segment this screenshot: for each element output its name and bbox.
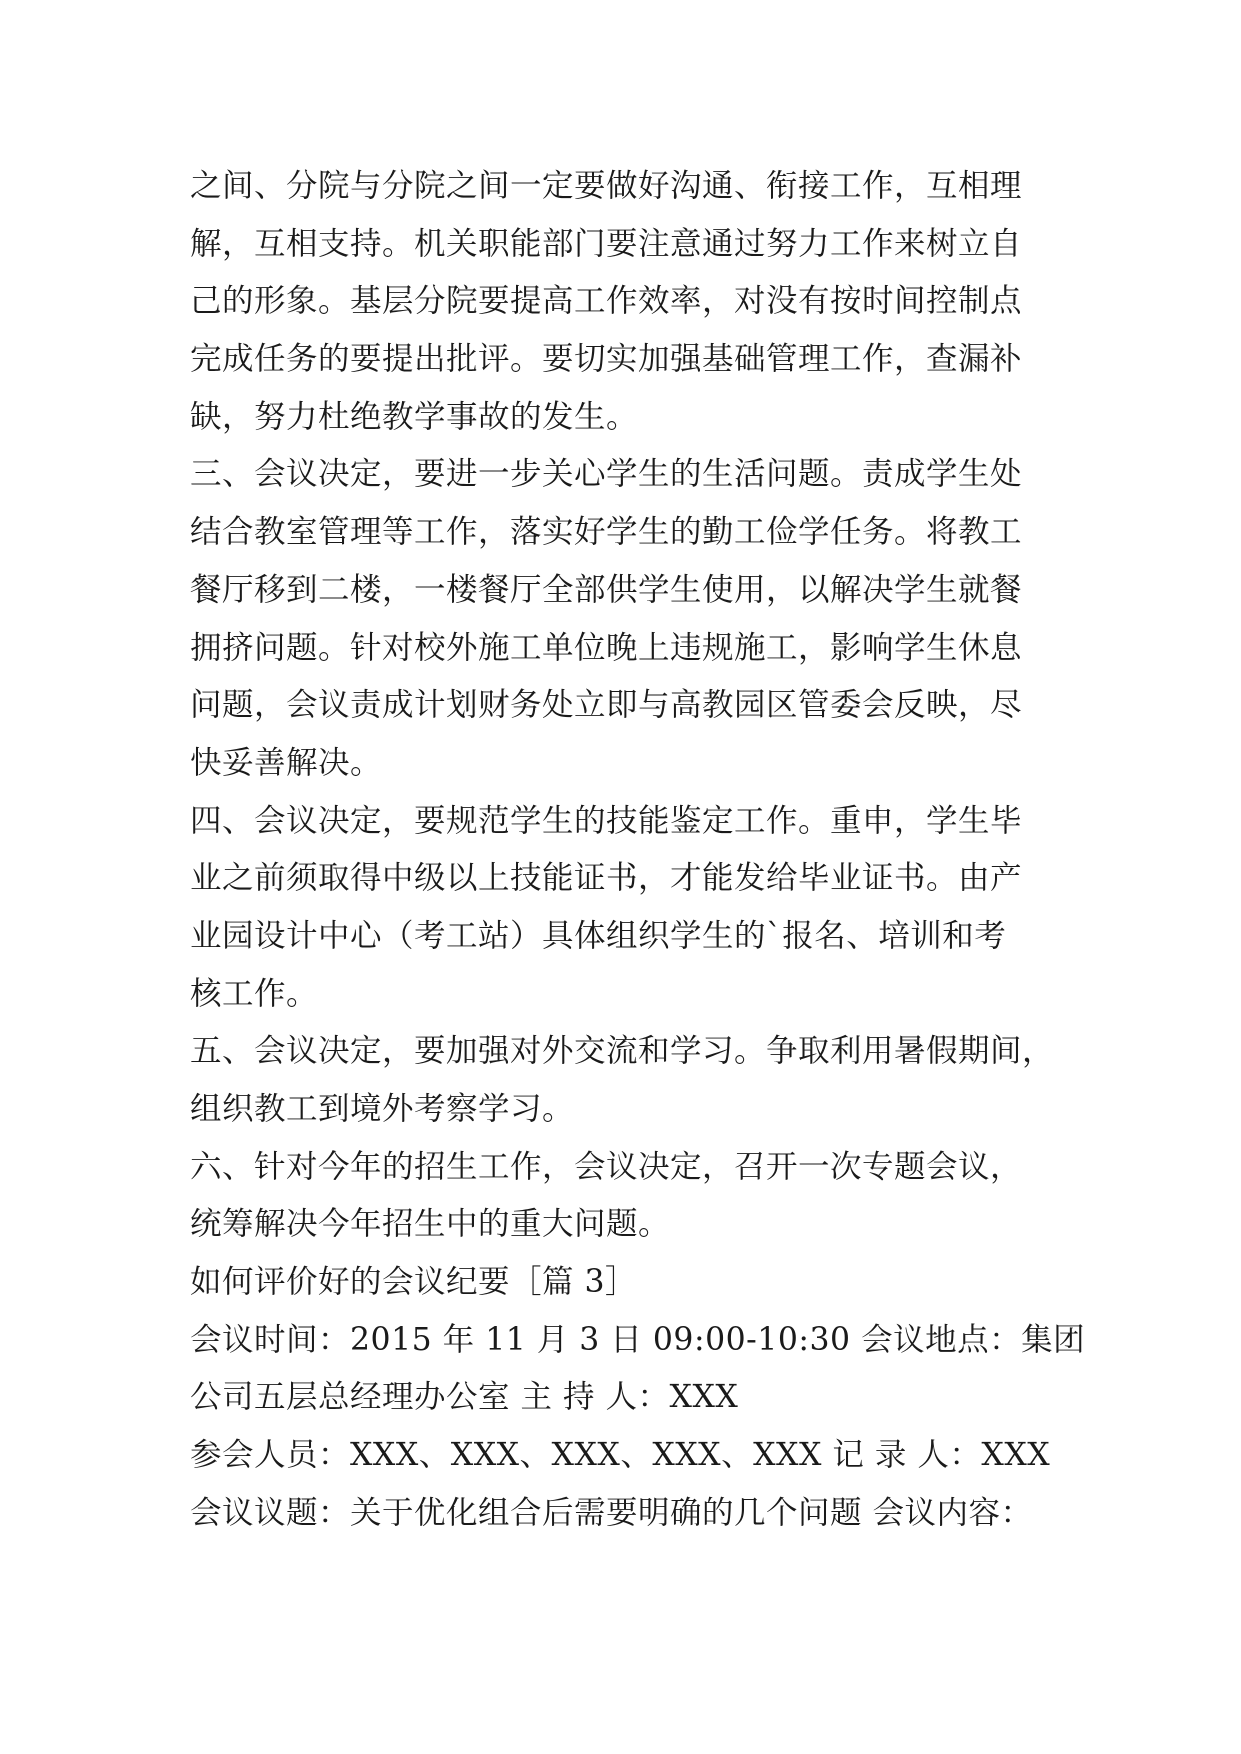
section-four-line: 四、会议决定，要规范学生的技能鉴定工作。重申，学生毕 xyxy=(190,802,1023,839)
text-line: 解，互相支持。机关职能部门要注意通过努力工作来树立自 xyxy=(190,225,1023,262)
section-five-line: 五、会议决定，要加强对外交流和学习。争取利用暑假期间， xyxy=(190,1033,1055,1070)
section-three-line: 三、会议决定，要进一步关心学生的生活问题。责成学生处 xyxy=(190,456,1023,493)
text-line: 业园设计中心（考工站）具体组织学生的`报名、培训和考 xyxy=(190,917,1007,954)
meeting-host-line: 公司五层总经理办公室 主 持 人：XXX xyxy=(190,1379,739,1416)
text-line: 缺，努力杜绝教学事故的发生。 xyxy=(190,398,639,435)
section-heading: 如何评价好的会议纪要［篇 3］ xyxy=(190,1264,638,1301)
text-line: 拥挤问题。针对校外施工单位晚上违规施工，影响学生休息 xyxy=(190,629,1023,666)
text-line: 结合教室管理等工作，落实好学生的勤工俭学任务。将教工 xyxy=(190,514,1023,551)
text-line: 核工作。 xyxy=(190,975,319,1012)
section-six-line: 六、针对今年的招生工作，会议决定，召开一次专题会议， xyxy=(190,1148,1023,1185)
attendees-line: 参会人员：XXX、XXX、XXX、XXX、XXX 记 录 人：XXX xyxy=(190,1437,1051,1474)
text-line: 完成任务的要提出批评。要切实加强基础管理工作，查漏补 xyxy=(190,341,1023,378)
meeting-topic-line: 会议议题：关于优化组合后需要明确的几个问题 会议内容： xyxy=(190,1494,1033,1531)
document-body xyxy=(190,158,1086,1543)
text-line: 统筹解决今年招生中的重大问题。 xyxy=(190,1206,671,1243)
text-line: 问题，会议责成计划财务处立即与高教园区管委会反映，尽 xyxy=(190,687,1023,724)
text-line: 餐厅移到二楼，一楼餐厅全部供学生使用，以解决学生就餐 xyxy=(190,571,1023,608)
text-line: 快妥善解决。 xyxy=(190,744,383,781)
text-line: 己的形象。基层分院要提高工作效率，对没有按时间控制点 xyxy=(190,283,1023,320)
meeting-time-line: 会议时间：2015 年 11 月 3 日 09:00-10:30 会议地点：集团 xyxy=(190,1321,1086,1358)
text-line: 组织教工到境外考察学习。 xyxy=(190,1091,575,1127)
text-line: 业之前须取得中级以上技能证书，才能发给毕业证书。由产 xyxy=(190,860,1023,897)
text-line: 之间、分院与分院之间一定要做好沟通、衔接工作，互相理 xyxy=(190,168,1023,204)
